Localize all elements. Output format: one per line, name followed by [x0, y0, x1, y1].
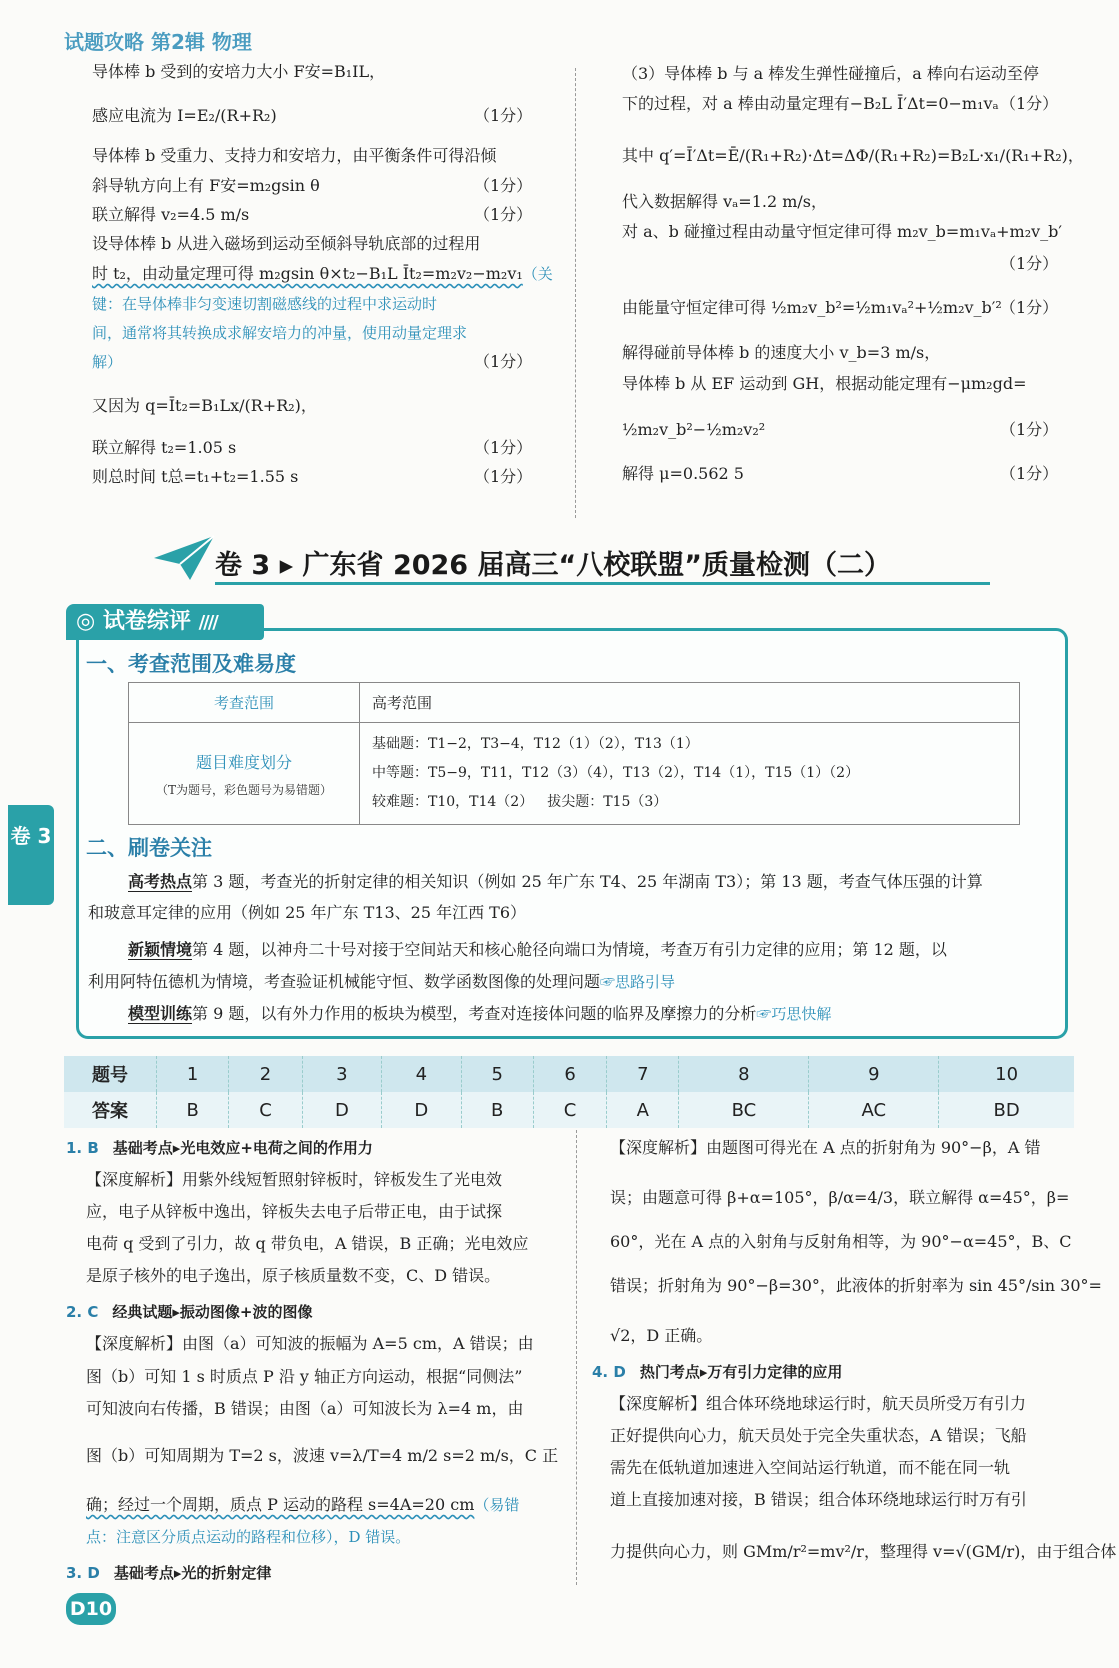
score: （1分）: [1000, 254, 1059, 273]
text-line: 导体棒 b 受重力、支持力和安培力，由平衡条件可得沿倾: [92, 146, 497, 165]
text-line: 联立解得 v₂=4.5 m/s: [92, 205, 250, 224]
focus-label: 模型训练: [128, 1004, 193, 1023]
answer-value: D: [382, 1092, 461, 1128]
focus-line: 新颖情境第 4 题，以神舟二十号对接于空间站天和核心舱径向端口为情境，考查万有引力定律的应用；第 12 题，以: [128, 940, 947, 959]
review-tab: [66, 604, 264, 640]
text-line: 导体棒 b 受到的安培力大小 F安=B₁IL，: [92, 62, 386, 81]
key-note: 键：在导体棒非匀变速切割磁感线的过程中求运动时: [92, 295, 438, 313]
difficulty-label: 题目难度划分: [195, 752, 292, 772]
score: （1分）: [1000, 464, 1059, 483]
focus-line: 高考热点第 3 题，考查光的折射定律的相关知识（例如 25 年广东 T4、25 年湖南 T3）；第 13 题，考查气体压强的计算: [128, 872, 983, 891]
column-divider: [576, 1130, 577, 1585]
text-line: 导体棒 b 从 EF 运动到 GH，根据动能定理有−μm₂gd=: [622, 374, 1027, 393]
text-line: 联立解得 t₂=1.05 s: [92, 438, 237, 457]
stripe-icon: ////: [198, 612, 217, 633]
text-line: ½m₂v_b²−½m₂v₂²: [622, 420, 766, 439]
review-icon: ◎: [76, 609, 96, 634]
scope-value: 高考范围: [360, 683, 1020, 723]
difficulty-label-cell: [129, 723, 360, 825]
question-head: 3. D 基础考点▸光的折射定律: [66, 1564, 272, 1582]
question-number: 5: [461, 1056, 533, 1092]
hard-questions: 较难题：T10，T14（2） 拔尖题：T15（3）: [372, 794, 668, 810]
text-line: 正好提供向心力，航天员处于完全失重状态，A 错误；飞船: [610, 1426, 1027, 1445]
question-number: 9: [809, 1056, 939, 1092]
text-line: 解得碰前导体棒 b 的速度大小 v_b=3 m/s，: [622, 343, 941, 362]
question-number: 2: [229, 1056, 302, 1092]
question-number: 8: [679, 1056, 809, 1092]
focus-label: 新颖情境: [128, 940, 193, 959]
wavy-text: 时 t₂，由动量定理可得 m₂gsin θ×t₂−B₁L Īt₂=m₂v₂−m₂v₁: [92, 264, 523, 283]
exam-title: 卷 3 ▸ 广东省 2026 届高三“八校联盟”质量检测（二）: [215, 550, 891, 581]
question-number: 6: [533, 1056, 606, 1092]
text-line: 【深度解析】组合体环绕地球运行时，航天员所受万有引力: [610, 1394, 1027, 1413]
answer-value: C: [533, 1092, 606, 1128]
paper-plane-icon: [150, 532, 218, 584]
header-label: 题号: [64, 1056, 157, 1092]
text-line: 由能量守恒定律可得 ½m₂v_b²=½m₁vₐ²+½m₂v_b′²: [622, 298, 1002, 317]
page-number: D10: [66, 1593, 116, 1625]
text-line: 对 a、b 碰撞过程由动量守恒定律可得 m₂v_b=m₁vₐ+m₂v_b′: [622, 222, 1063, 241]
answer-value: B: [461, 1092, 533, 1128]
key-note: 点：注意区分质点运动的路程和位移），D 错误。: [86, 1528, 411, 1546]
text-line: 设导体棒 b 从进入磁场到运动至倾斜导轨底部的过程用: [92, 234, 481, 253]
answer-row: [64, 1092, 1074, 1128]
text-line: 解得 μ=0.562 5: [622, 464, 744, 483]
score: （1分）: [1000, 298, 1059, 317]
text-line: 感应电流为 I=E₂/(R+R₂): [92, 106, 277, 125]
answer-value: B: [157, 1092, 229, 1128]
text-line: 代入数据解得 vₐ=1.2 m/s，: [622, 192, 828, 211]
hint-tag: ☞巧思快解: [756, 1005, 832, 1023]
score: （1分）: [1000, 420, 1059, 439]
answer-value: BC: [679, 1092, 809, 1128]
side-tab: 卷 3: [8, 805, 54, 905]
text-line: 【深度解析】用紫外线短暂照射锌板时，锌板发生了光电效: [86, 1170, 503, 1189]
text-line: 则总时间 t总=t₁+t₂=1.55 s: [92, 467, 299, 486]
score: （1分）: [474, 176, 533, 195]
basic-questions: 基础题：T1−2，T3−4，T12（1）（2），T13（1）: [372, 736, 699, 752]
score: （1分）: [474, 467, 533, 486]
difficulty-sub: （T为题号，彩色题号为易错题）: [155, 782, 332, 797]
answer-value: BD: [939, 1092, 1074, 1128]
question-head: 1. B 基础考点▸光电效应+电荷之间的作用力: [66, 1139, 373, 1157]
text-line: 图（b）可知周期为 T=2 s，波速 v=λ/T=4 m/2 s=2 m/s，C 正: [86, 1446, 559, 1465]
key-note: （关: [522, 265, 553, 283]
key-note: 解）: [92, 353, 123, 371]
text-line: 【深度解析】由图（a）可知波的振幅为 A=5 cm，A 错误；由: [86, 1334, 534, 1353]
answer-table: [64, 1056, 1074, 1128]
answer-value: A: [607, 1092, 679, 1128]
question-number: 10: [939, 1056, 1074, 1092]
text-line: 可知波向右传播，B 错误；由图（a）可知波长为 λ=4 m，由: [86, 1399, 524, 1418]
text-line: 下的过程，对 a 棒由动量定理有−B₂L Ī′Δt=0−m₁vₐ: [622, 94, 999, 113]
text-line: 其中 q′=Ī′Δt=Ē/(R₁+R₂)·Δt=ΔΦ/(R₁+R₂)=B₂L·x₁/(R₁+R₂)，: [622, 146, 1084, 165]
score: （1分）: [474, 205, 533, 224]
text-line: 60°，光在 A 点的入射角与反射角相等，为 90°−α=45°，B、C: [610, 1232, 1072, 1251]
review-tab-label: 试卷综评: [102, 609, 191, 634]
answer-label: 答案: [64, 1092, 157, 1128]
text-line: 应，电子从锌板中逸出，锌板失去电子后带正电，由于试探: [86, 1202, 503, 1221]
focus-line: 和玻意耳定律的应用（例如 25 年广东 T13、25 年江西 T6）: [88, 903, 527, 922]
text-line: 又因为 q=Īt₂=B₁Lx/(R+R₂)，: [92, 396, 317, 415]
difficulty-values: [360, 723, 1020, 825]
text-line: 斜导轨方向上有 F安=m₂gsin θ: [92, 176, 320, 195]
score: （1分）: [474, 438, 533, 457]
key-note: （易错: [474, 1496, 520, 1514]
scope-label: 考查范围: [129, 683, 360, 723]
column-divider: [575, 68, 576, 518]
question-number: 7: [607, 1056, 679, 1092]
text-line: 图（b）可知 1 s 时质点 P 沿 y 轴正方向运动，根据“同侧法”: [86, 1367, 523, 1386]
text-line: 需先在低轨道加速进入空间站运行轨道，而不能在同一轨: [610, 1458, 1011, 1477]
question-number: 1: [157, 1056, 229, 1092]
score: （1分）: [474, 106, 533, 125]
key-note: 间，通常将其转换成求解安培力的冲量，使用动量定理求: [92, 324, 468, 342]
text-line: 力提供向心力，则 GMm/r²=mv²/r，整理得 v=√(GM/r)，由于组合体: [610, 1542, 1117, 1561]
focus-line: 利用阿特伍德机为情境，考查验证机械能守恒、数学函数图像的处理问题☞思路引导: [88, 972, 676, 991]
banner-underline: [215, 582, 990, 585]
text-line: √2，D 正确。: [610, 1326, 713, 1345]
text-line: 电荷 q 受到了引力，故 q 带负电，A 错误，B 正确；光电效应: [86, 1234, 529, 1253]
question-number: 3: [302, 1056, 381, 1092]
page-header: 试题攻略 第2辑 物理: [64, 30, 252, 54]
text-line: 道上直接加速对接，B 错误；组合体环绕地球运行时万有引: [610, 1490, 1027, 1509]
section-heading: 一、考查范围及难易度: [86, 652, 296, 676]
answer-header-row: [64, 1056, 1074, 1092]
hint-tag: ☞思路引导: [600, 973, 676, 991]
score: （1分）: [474, 352, 533, 371]
text-line: 【深度解析】由题图可得光在 A 点的折射角为 90°−β，A 错: [610, 1138, 1041, 1157]
focus-label: 高考热点: [128, 872, 193, 891]
text-line: 错误；折射角为 90°−β=30°，此液体的折射率为 sin 45°/sin 30°=: [610, 1276, 1102, 1295]
text-line: 确；经过一个周期，质点 P 运动的路程 s=4A=20 cm（易错: [86, 1495, 520, 1514]
medium-questions: 中等题：T5−9，T11，T12（3）（4），T13（2），T14（1），T15（1）（2）: [372, 765, 860, 781]
section-heading: 二、刷卷关注: [86, 836, 212, 860]
text-line: 是原子核外的电子逸出，原子核质量数不变，C、D 错误。: [86, 1266, 501, 1285]
answer-value: C: [229, 1092, 302, 1128]
scope-table: [128, 682, 1020, 825]
text-line: 误；由题意可得 β+α=105°，β/α=4/3，联立解得 α=45°，β=: [610, 1188, 1070, 1207]
question-number: 4: [382, 1056, 461, 1092]
score: （1分）: [1000, 94, 1059, 113]
text-line: [92, 264, 553, 284]
answer-value: AC: [809, 1092, 939, 1128]
answer-value: D: [302, 1092, 381, 1128]
question-head: 2. C 经典试题▸振动图像+波的图像: [66, 1303, 313, 1321]
text-line: （3）导体棒 b 与 a 棒发生弹性碰撞后，a 棒向右运动至停: [622, 64, 1039, 83]
focus-line: 模型训练第 9 题，以有外力作用的板块为模型，考查对连接体问题的临界及摩擦力的分析☞巧思快解: [128, 1004, 832, 1023]
question-head: 4. D 热门考点▸万有引力定律的应用: [592, 1363, 843, 1381]
